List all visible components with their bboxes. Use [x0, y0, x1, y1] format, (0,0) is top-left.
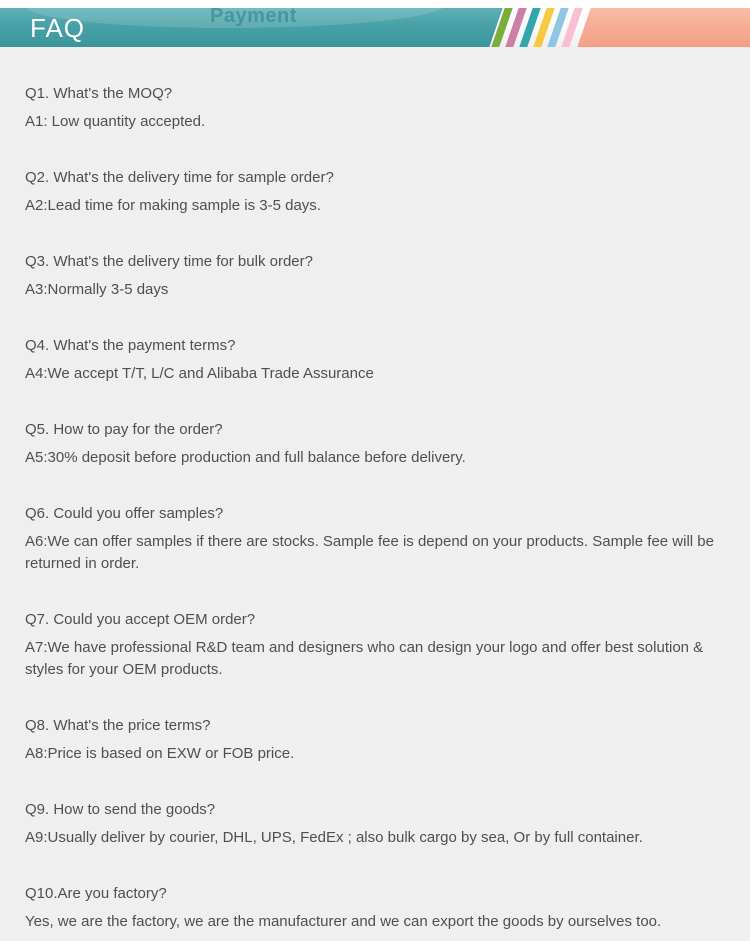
faq-question: Q7. Could you accept OEM order? [25, 611, 256, 628]
faq-answer: A5:30% deposit before production and full balance before delivery. [25, 449, 466, 466]
faq-question: Q3. What's the delivery time for bulk order? [25, 253, 313, 270]
faq-answer: A2:Lead time for making sample is 3-5 days. [25, 197, 321, 214]
faq-item [25, 335, 722, 385]
faq-answer: A4:We accept T/T, L/C and Alibaba Trade Assurance [25, 365, 374, 382]
salmon-banner [577, 8, 750, 47]
faq-item [25, 419, 722, 469]
section-header [0, 0, 750, 47]
faq-answer: A6:We can offer samples if there are stocks. Sample fee is depend on your products. Sample fee will be returned in order. [25, 533, 714, 572]
faq-answer: A8:Price is based on EXW or FOB price. [25, 745, 295, 762]
faq-question: Q6. Could you offer samples? [25, 505, 224, 522]
faq-item [25, 883, 722, 933]
faq-question: Q1. What's the MOQ? [25, 85, 173, 102]
faq-list [0, 47, 750, 933]
faq-question: Q2. What's the delivery time for sample order? [25, 169, 334, 186]
payment-ghost-label: Payment [210, 5, 297, 27]
faq-question: Q8. What's the price terms? [25, 717, 211, 734]
faq-question: Q9. How to send the goods? [25, 801, 216, 818]
faq-answer: A9:Usually deliver by courier, DHL, UPS, FedEx ; also bulk cargo by sea, Or by full container. [25, 829, 643, 846]
faq-answer: Yes, we are the factory, we are the manufacturer and we can export the goods by ourselves too. [25, 913, 662, 930]
faq-answer: A1: Low quantity accepted. [25, 113, 206, 130]
faq-item [25, 167, 722, 217]
faq-question: Q10.Are you factory? [25, 885, 167, 902]
faq-item [25, 83, 722, 133]
faq-item [25, 609, 722, 681]
faq-item [25, 251, 722, 301]
faq-item [25, 503, 722, 575]
faq-answer: A3:Normally 3-5 days [25, 281, 169, 298]
faq-answer: A7:We have professional R&D team and designers who can design your logo and offer best solution & styles for your OEM products. [25, 639, 704, 678]
faq-question: Q4. What's the payment terms? [25, 337, 236, 354]
faq-item [25, 799, 722, 849]
faq-item [25, 715, 722, 765]
section-title: FAQ [30, 13, 86, 43]
faq-question: Q5. How to pay for the order? [25, 421, 223, 438]
decor-stripes [0, 0, 750, 47]
